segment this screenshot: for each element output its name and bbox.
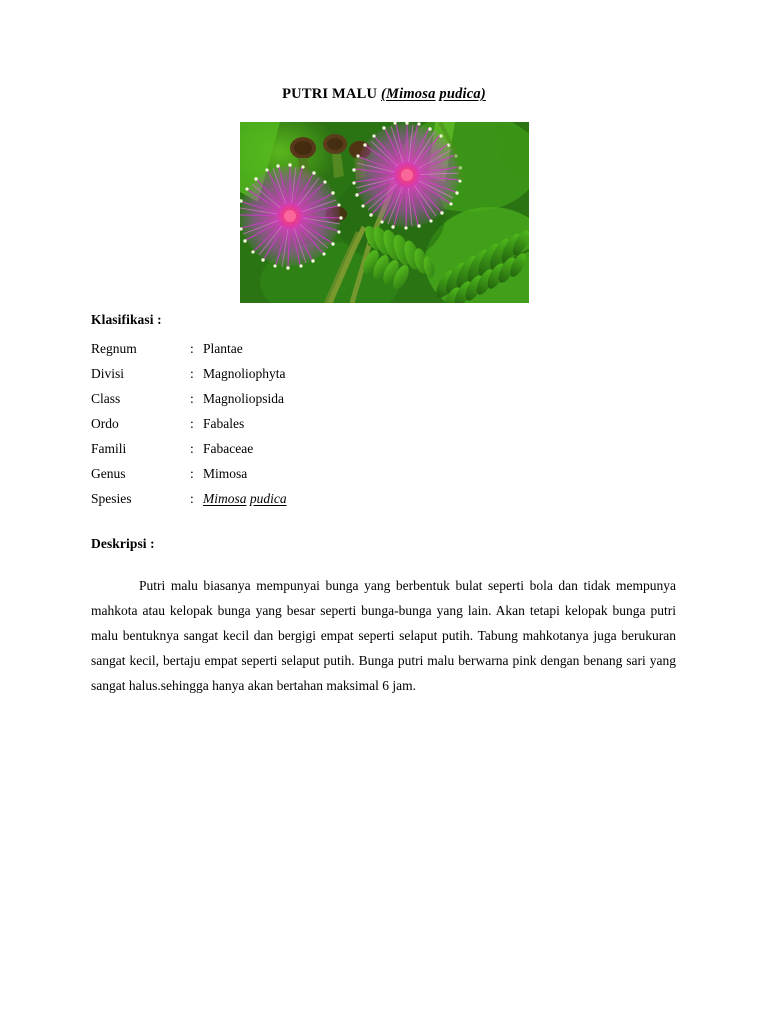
deskripsi-heading: Deskripsi : [91, 536, 155, 551]
table-row [91, 336, 287, 361]
klasifikasi-value: Fabaceae [203, 441, 254, 456]
klasifikasi-value: Magnoliophyta [203, 366, 286, 381]
klasifikasi-table [91, 336, 287, 511]
klasifikasi-label: Famili [91, 441, 127, 456]
table-row [91, 461, 287, 486]
klasifikasi-label: Ordo [91, 416, 119, 431]
page-title-scientific-name [381, 86, 486, 102]
klasifikasi-label: Regnum [91, 341, 137, 356]
klasifikasi-value: Plantae [203, 341, 243, 356]
klasifikasi-label: Spesies [91, 491, 132, 506]
page-title-common-name: PUTRI MALU [282, 86, 381, 102]
klasifikasi-colon: : [190, 416, 194, 431]
table-row [91, 386, 287, 411]
title-scientific-word: (Mimosa [380, 86, 436, 102]
page-title [0, 86, 768, 103]
klasifikasi-colon: : [190, 366, 194, 381]
title-scientific-word: pudica) [439, 86, 486, 102]
klasifikasi-colon: : [190, 391, 194, 406]
klasifikasi-heading: Klasifikasi : [91, 312, 162, 327]
table-row [91, 486, 287, 511]
klasifikasi-value: Fabales [203, 416, 245, 431]
klasifikasi-label: Genus [91, 466, 126, 481]
klasifikasi-colon: : [190, 341, 194, 356]
klasifikasi-value: Magnoliopsida [203, 391, 284, 406]
klasifikasi-label: Class [91, 391, 121, 406]
deskripsi-paragraph: Putri malu biasanya mempunyai bunga yang berbentuk bulat seperti bola dan tidak mempunya mahkota atau kelopak bunga yang besar seperti bunga-bunga yang lain. Akan tetapi kelopak bunga putri malu bentuknya sangat kecil dan bergigi empat seperti selaput putih. Tabung mahkotanya juga berukuran sangat kecil, bertaju empat seperti selaput putih. Bunga putri malu berwarna pink dengan benang sari yang sangat halus.sehingga hanya akan bertahan maksimal 6 jam. [91, 577, 676, 693]
klasifikasi-colon: : [190, 491, 194, 506]
plant-photo [240, 122, 529, 303]
table-row [91, 361, 287, 386]
table-row [91, 411, 287, 436]
species-word: Mimosa [203, 491, 247, 506]
klasifikasi-value-species [199, 486, 287, 511]
klasifikasi-value: Mimosa [203, 466, 248, 481]
klasifikasi-colon: : [190, 441, 194, 456]
klasifikasi-colon: : [190, 466, 194, 481]
plant-photo-illustration [240, 122, 529, 303]
klasifikasi-label: Divisi [91, 366, 125, 381]
table-row [91, 436, 287, 461]
species-word: pudica [249, 491, 287, 506]
